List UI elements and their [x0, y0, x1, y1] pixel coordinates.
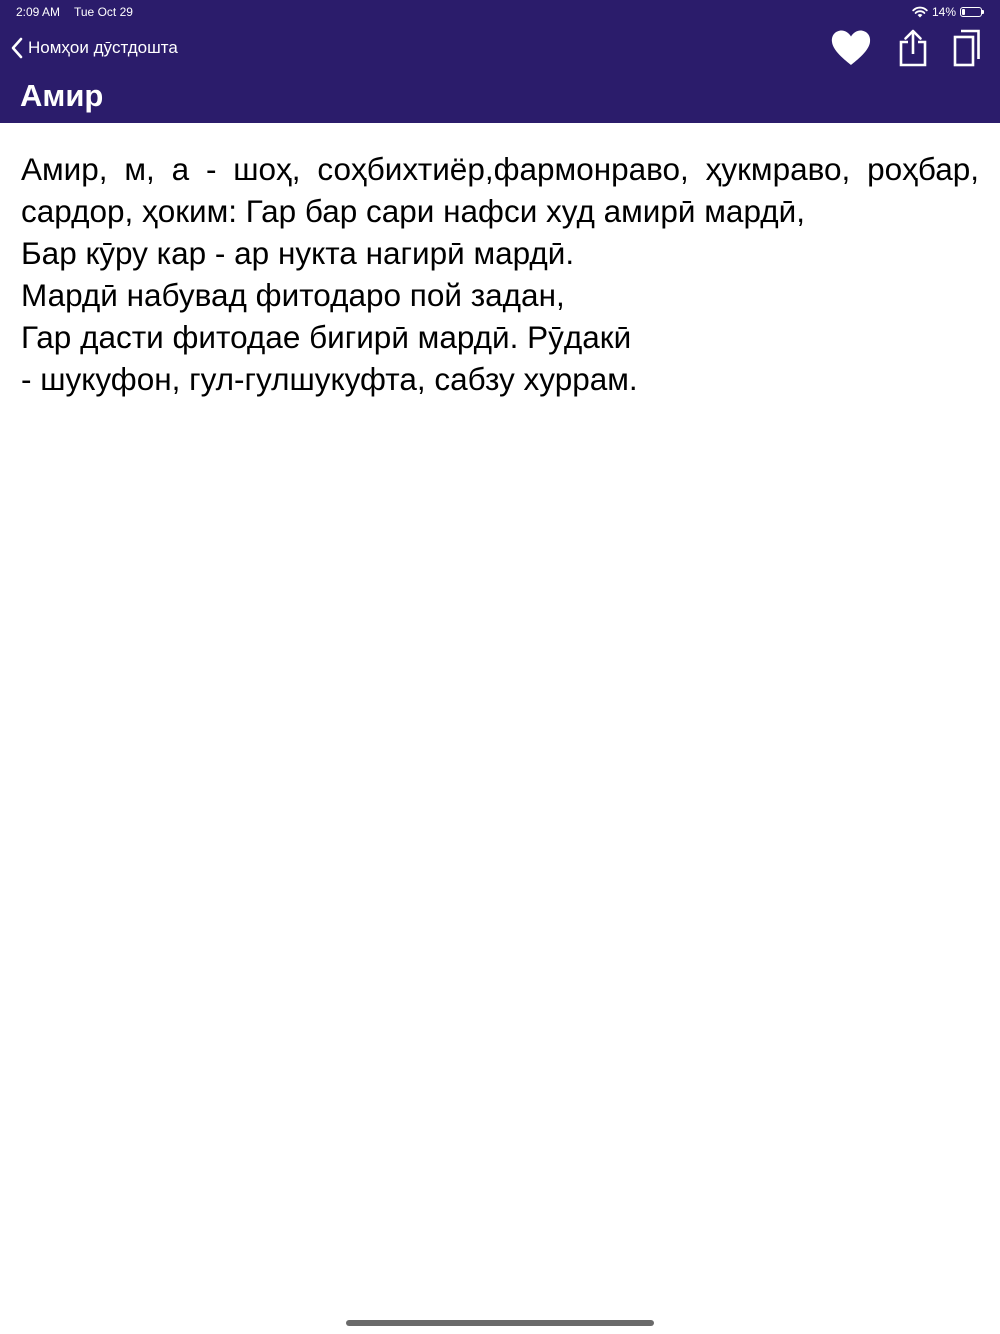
verse-line-1: Бар кӯру кар - ар нукта нагирӣ мардӣ. [21, 235, 575, 271]
chevron-left-icon [10, 37, 24, 59]
share-button[interactable] [896, 28, 930, 68]
verse-line-2: Мардӣ набувад фитодаро пой задан, [21, 277, 565, 313]
status-time: 2:09 AM [16, 5, 61, 19]
definition-content [21, 148, 979, 400]
heart-icon [830, 29, 872, 67]
status-bar [0, 0, 1000, 24]
back-button-label: Номҳои дӯстдошта [28, 38, 178, 57]
wifi-icon [912, 6, 928, 18]
copy-button[interactable] [952, 28, 982, 68]
home-indicator[interactable] [346, 1320, 654, 1326]
navigation-header [0, 0, 1000, 123]
battery-icon [960, 7, 982, 17]
battery-percentage: 14% [931, 5, 956, 19]
definition-paragraph: Амир, м, а - шоҳ, соҳбихтиёр,фармонраво, ҳукмраво, роҳбар, сардор, ҳоким: Гар бар сари нафси худ амирӣ мардӣ, [21, 151, 979, 229]
toolbar [830, 28, 982, 68]
page-title: Амир [20, 78, 104, 113]
status-indicators [912, 4, 982, 20]
battery-level-fill [962, 9, 965, 15]
share-icon [897, 29, 929, 67]
favorite-button[interactable] [830, 28, 872, 68]
definition-line: - шукуфон, гул-гулшукуфта, сабзу хуррам. [21, 361, 638, 397]
status-date: Tue Oct 29 [74, 5, 133, 19]
verse-line-3: Гар дасти фитодае бигирӣ мардӣ. Рӯдакӣ [21, 319, 632, 355]
back-button[interactable] [10, 36, 178, 60]
copy-icon [953, 29, 981, 67]
